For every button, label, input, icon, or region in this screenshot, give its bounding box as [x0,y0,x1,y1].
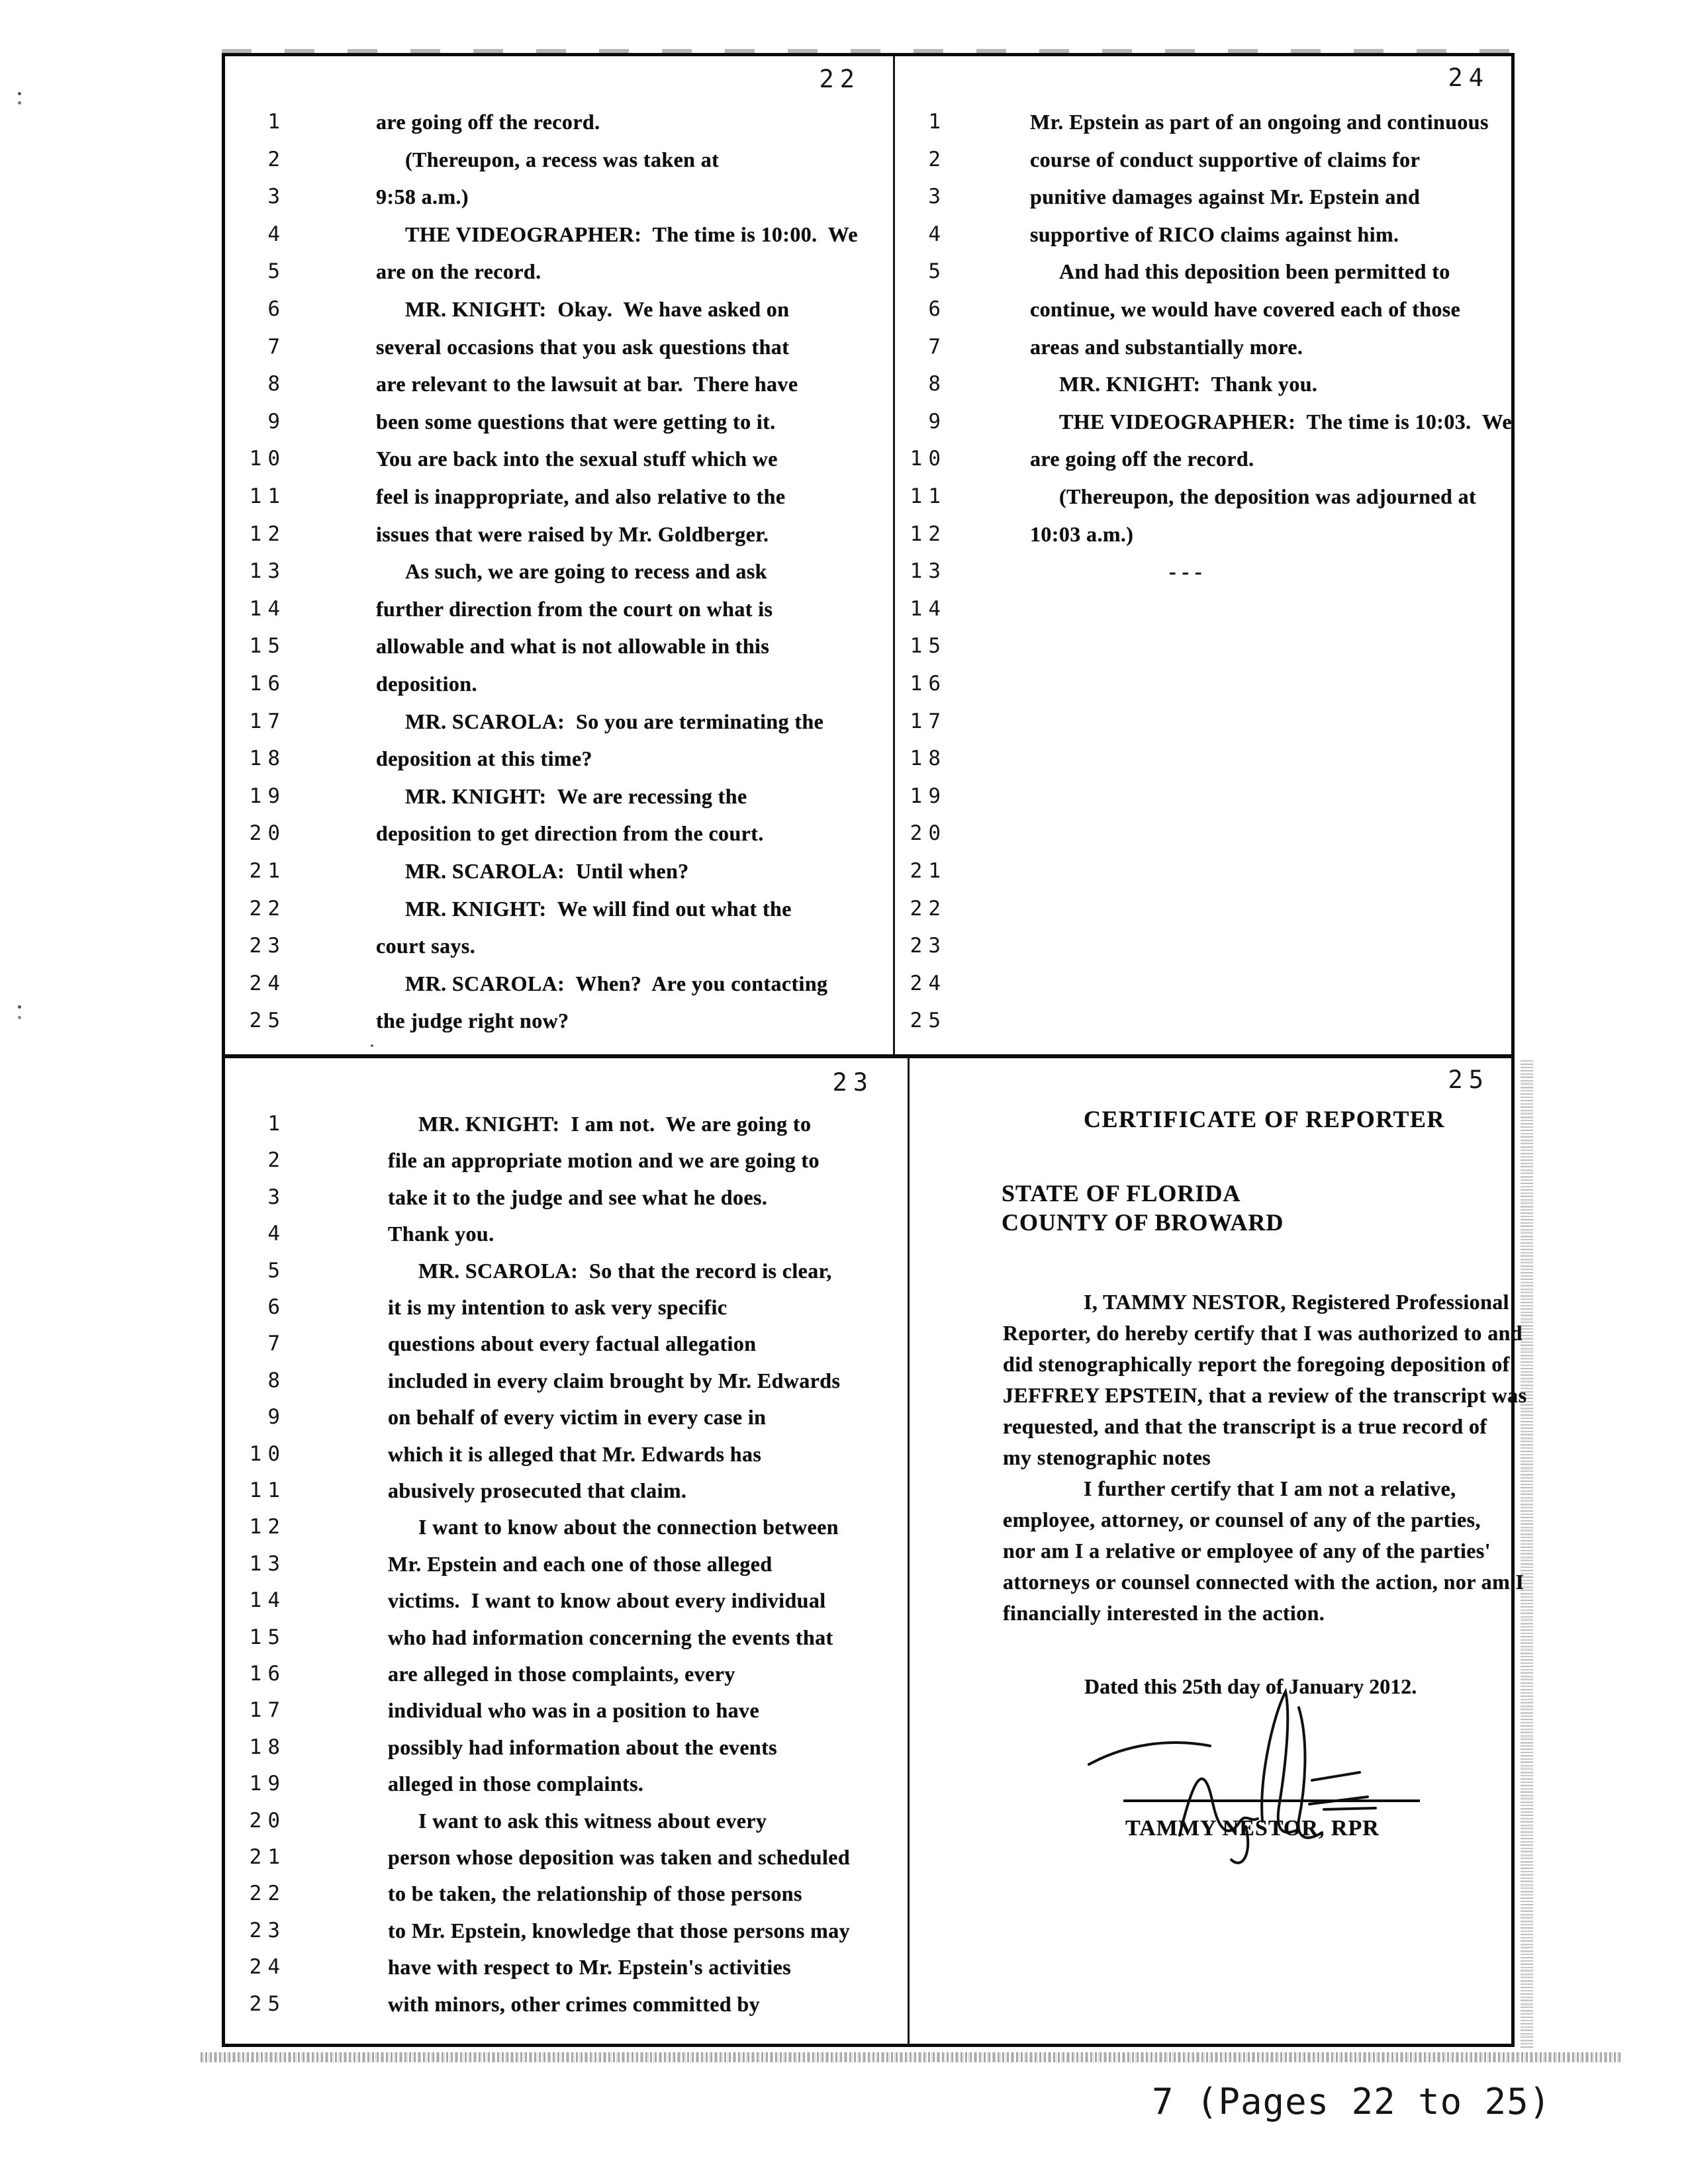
line-number: 18 [910,747,947,770]
line-number: 11 [249,1479,286,1502]
line-text: deposition to get direction from the court. [376,821,764,845]
line-number: 1 [928,110,947,134]
certificate-state-line: STATE OF FLORIDA [1002,1180,1241,1206]
line-number: 8 [267,372,286,396]
line-text: MR. KNIGHT: Thank you. [1059,372,1318,396]
line-text: file an appropriate motion and we are going to [388,1148,820,1172]
scan-noise-top-edge [222,49,1515,53]
line-number: 23 [249,1919,286,1942]
line-text: who had information concerning the events that [388,1625,833,1649]
line-text: MR. SCAROLA: When? Are you contacting [405,972,828,995]
line-number: 23 [249,934,286,958]
line-text: questions about every factual allegation [388,1332,757,1355]
row-divider [222,1054,1515,1058]
line-number: 4 [267,222,286,246]
line-number: 1 [267,110,286,134]
line-number: 8 [267,1369,286,1392]
line-number: 9 [928,410,947,433]
line-text: it is my intention to ask very specific [388,1295,727,1319]
line-text: victims. I want to know about every individual [388,1588,826,1612]
line-text: allowable and what is not allowable in this [376,634,770,658]
line-number: 17 [910,709,947,733]
line-number: 11 [249,484,286,508]
line-number: 16 [910,672,947,696]
certificate-line: my stenographic notes [1003,1445,1211,1469]
line-number: 3 [928,185,947,208]
line-text: continue, we would have covered each of those [1030,297,1461,321]
line-number: 16 [249,1662,286,1686]
line-number: 10 [910,447,947,471]
line-text: MR. KNIGHT: We are recessing the [405,784,747,808]
line-number: 5 [928,259,947,283]
page-number-23: 23 [832,1068,874,1097]
certificate-dated-line: Dated this 25th day of January 2012. [1084,1674,1417,1698]
line-number: 24 [910,972,947,995]
line-number: 4 [267,1222,286,1246]
line-number: 2 [267,1148,286,1172]
certificate-line: nor am I a relative or employee of any of the parties' [1003,1539,1491,1563]
line-number: 22 [249,897,286,921]
line-text: Mr. Epstein and each one of those alleged [388,1552,773,1576]
line-text: Thank you. [388,1222,494,1246]
line-number: 24 [249,1955,286,1979]
line-number: 25 [249,1992,286,2016]
scan-speck [18,92,21,95]
line-number: 16 [249,672,286,696]
line-text: (Thereupon, the deposition was adjourned at [1059,484,1477,508]
line-number: 6 [267,297,286,321]
line-text: on behalf of every victim in every case in [388,1405,767,1429]
line-number: 10 [249,447,286,471]
line-number: 8 [928,372,947,396]
certificate-line: I further certify that I am not a relative, [1084,1477,1456,1500]
line-number: 10 [249,1442,286,1466]
line-number: 21 [249,1845,286,1869]
line-number: 19 [249,784,286,808]
line-text: areas and substantially more. [1030,335,1303,359]
line-text: MR. KNIGHT: We will find out what the [405,897,792,921]
line-text: You are back into the sexual stuff which we [376,447,778,471]
page-number-24: 24 [1448,64,1489,92]
column-divider-bottom [908,1058,910,2047]
line-number: 13 [910,559,947,583]
line-number: 12 [910,522,947,546]
line-text: MR. KNIGHT: I am not. We are going to [418,1112,812,1136]
line-number: 19 [910,784,947,808]
line-text: are relevant to the lawsuit at bar. There have [376,372,798,396]
line-text: deposition at this time? [376,747,592,770]
line-number: 19 [249,1772,286,1796]
line-text: to be taken, the relationship of those persons [388,1882,802,1905]
line-text: MR. SCAROLA: Until when? [405,859,689,883]
line-text: several occasions that you ask questions that [376,335,790,359]
line-text: which it is alleged that Mr. Edwards has [388,1442,762,1466]
line-number: 14 [910,597,947,621]
line-number: 1 [267,1112,286,1136]
line-text: further direction from the court on what is [376,597,773,621]
line-number: 3 [267,185,286,208]
line-number: 18 [249,747,286,770]
line-number: 15 [249,634,286,658]
condensed-page-footer: 7 (Pages 22 to 25) [1152,2081,1552,2122]
line-number: 6 [267,1295,286,1319]
line-text: issues that were raised by Mr. Goldberger. [376,522,769,546]
scan-speck [18,1005,21,1009]
certificate-line: requested, and that the transcript is a true record of [1003,1414,1487,1438]
line-text: MR. KNIGHT: Okay. We have asked on [405,297,790,321]
line-number: 5 [267,1259,286,1283]
line-text: are alleged in those complaints, every [388,1662,735,1686]
signature-line [1123,1799,1420,1802]
line-text: individual who was in a position to have [388,1698,760,1722]
line-number: 6 [928,297,947,321]
line-text: are going off the record. [376,110,600,134]
line-number: 25 [249,1009,286,1032]
line-number: 17 [249,709,286,733]
line-number: 9 [267,410,286,433]
line-text: feel is inappropriate, and also relative to the [376,484,786,508]
line-text: Mr. Epstein as part of an ongoing and continuous [1030,110,1489,134]
line-number: 4 [928,222,947,246]
line-text: alleged in those complaints. [388,1772,644,1796]
line-number: 22 [249,1882,286,1905]
line-text: course of conduct supportive of claims for [1030,148,1421,171]
reporter-name: TAMMY NESTOR, RPR [1125,1816,1380,1841]
line-text: with minors, other crimes committed by [388,1992,761,2016]
line-text: I want to ask this witness about every [418,1809,767,1833]
scan-noise-bottom-edge [201,2052,1622,2062]
line-text: to Mr. Epstein, knowledge that those persons may [388,1919,851,1942]
line-number: 14 [249,597,286,621]
line-text: possibly had information about the events [388,1735,778,1759]
line-number: 13 [249,559,286,583]
line-number: 13 [249,1552,286,1576]
certificate-county-line: COUNTY OF BROWARD [1002,1209,1284,1236]
line-number: 18 [249,1735,286,1759]
line-text: As such, we are going to recess and ask [405,559,767,583]
line-text: (Thereupon, a recess was taken at [405,148,720,171]
line-number: 12 [249,1515,286,1539]
line-text: are on the record. [376,259,541,283]
line-number: 2 [267,148,286,171]
line-text: person whose deposition was taken and scheduled [388,1845,851,1869]
line-text: 10:03 a.m.) [1030,522,1134,546]
certificate-line: did stenographically report the foregoing deposition of [1003,1352,1510,1376]
line-number: 22 [910,897,947,921]
line-number: 23 [910,934,947,958]
line-text: supportive of RICO claims against him. [1030,222,1399,246]
line-number: 20 [249,821,286,845]
line-text: THE VIDEOGRAPHER: The time is 10:00. We [405,222,858,246]
certificate-line: JEFFREY EPSTEIN, that a review of the transcript was [1003,1383,1527,1407]
line-number: 15 [910,634,947,658]
line-number: 7 [267,1332,286,1355]
certificate-line: employee, attorney, or counsel of any of the parties, [1003,1508,1481,1531]
page-number-22: 22 [819,65,861,93]
line-text: take it to the judge and see what he does. [388,1185,768,1209]
line-text: have with respect to Mr. Epstein's activities [388,1955,792,1979]
line-number: 9 [267,1405,286,1429]
line-text: included in every claim brought by Mr. Edwards [388,1369,841,1392]
line-text: - - - [1169,559,1202,583]
line-number: 20 [910,821,947,845]
line-number: 3 [267,1185,286,1209]
line-number: 20 [249,1809,286,1833]
certificate-line: Reporter, do hereby certify that I was authorized to and [1003,1321,1523,1345]
line-text: I want to know about the connection between [418,1515,839,1539]
line-number: 24 [249,972,286,995]
line-text: abusively prosecuted that claim. [388,1479,687,1502]
scan-speck [371,1044,373,1047]
line-number: 15 [249,1625,286,1649]
line-text: THE VIDEOGRAPHER: The time is 10:03. We [1059,410,1512,433]
line-number: 14 [249,1588,286,1612]
line-text: been some questions that were getting to it. [376,410,776,433]
line-number: 7 [267,335,286,359]
line-text: punitive damages against Mr. Epstein and [1030,185,1421,208]
page-number-25: 25 [1448,1066,1489,1094]
certificate-line: attorneys or counsel connected with the action, nor am I [1003,1570,1524,1594]
certificate-line: financially interested in the action. [1003,1601,1325,1625]
line-number: 21 [910,859,947,883]
line-text: the judge right now? [376,1009,569,1032]
line-number: 21 [249,859,286,883]
line-number: 2 [928,148,947,171]
line-text: are going off the record. [1030,447,1254,471]
line-text: MR. SCAROLA: So that the record is clear, [418,1259,832,1283]
line-text: deposition. [376,672,477,696]
certificate-line: I, TAMMY NESTOR, Registered Professional [1084,1290,1509,1314]
line-number: 11 [910,484,947,508]
line-text: And had this deposition been permitted to [1059,259,1450,283]
line-text: court says. [376,934,476,958]
line-number: 25 [910,1009,947,1032]
line-number: 17 [249,1698,286,1722]
line-number: 7 [928,335,947,359]
column-divider-top [893,56,895,1054]
reporter-signature-scrawl [1079,1680,1423,1878]
line-number: 5 [267,259,286,283]
certificate-title: CERTIFICATE OF REPORTER [1083,1106,1446,1132]
line-number: 12 [249,522,286,546]
line-text: MR. SCAROLA: So you are terminating the [405,709,824,733]
scan-noise-right-edge [1521,1060,1533,2048]
line-text: 9:58 a.m.) [376,185,469,208]
